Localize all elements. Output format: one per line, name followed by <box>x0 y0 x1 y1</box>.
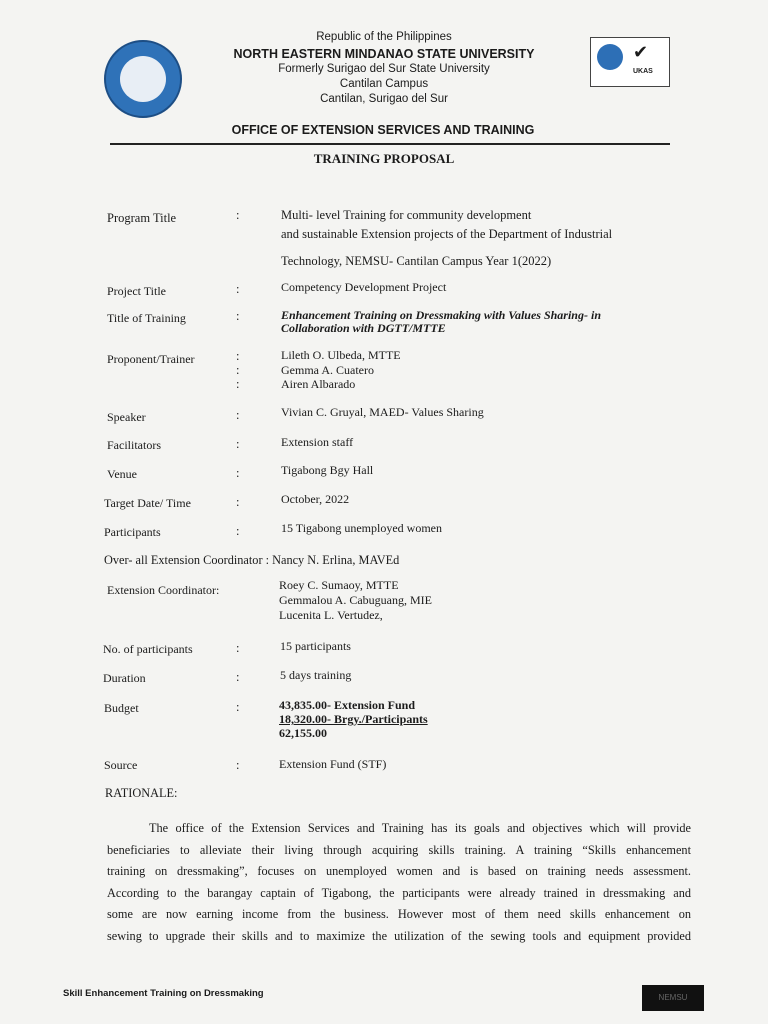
source-value: Extension Fund (STF) <box>279 757 387 771</box>
footer-text: Skill Enhancement Training on Dressmaking <box>63 988 264 999</box>
budget-total: 62,155.00 <box>279 726 327 740</box>
venue-label: Venue <box>107 467 137 481</box>
facilitators-value: Extension staff <box>281 435 354 449</box>
colon: : <box>236 349 240 363</box>
facilitators-label: Facilitators <box>107 438 161 452</box>
header-divider <box>110 143 670 145</box>
program-title-line-2: and sustainable Extension projects of the Department of Industrial <box>281 227 613 241</box>
campus-address: Cantilan, Surigao del Sur <box>320 93 448 105</box>
ukas-crown-check-icon: ✔ <box>633 42 649 63</box>
participants-label: Participants <box>104 525 161 539</box>
colon: : <box>236 408 240 422</box>
colon: : <box>236 700 240 714</box>
campus-name: Cantilan Campus <box>339 78 429 90</box>
no-participants-value: 15 participants <box>280 639 351 653</box>
budget-label: Budget <box>104 701 139 715</box>
duration-value: 5 days training <box>280 668 352 682</box>
extension-coordinator-3: Lucenita L. Vertudez, <box>279 608 383 622</box>
republic-line: Republic of the Philippines <box>316 31 452 43</box>
speaker-value: Vivian C. Gruyal, MAED- Values Sharing <box>281 405 484 419</box>
colon: : <box>236 641 240 655</box>
colon: : <box>236 363 240 377</box>
colon: : <box>236 309 240 323</box>
colon: : <box>236 377 240 391</box>
rationale-line-2: beneficiaries to alleviate their living through acquiring skills training. A training “Skills enhancement <box>107 842 691 857</box>
extension-coordinator-label: Extension Coordinator: <box>107 583 220 597</box>
training-title-label: Title of Training <box>107 311 186 325</box>
target-date-value: October, 2022 <box>281 492 350 506</box>
rationale-line-5: some are now earning income from the business. However most of them need skills enhancement on <box>107 907 691 921</box>
proponent-1: Lileth O. Ulbeda, MTTE <box>281 348 401 362</box>
former-name: Formerly Surigao del Sur State University <box>278 63 490 75</box>
program-title-line-3: Technology, NEMSU- Cantilan Campus Year 1(2022) <box>281 254 552 268</box>
extension-coordinator-1: Roey C. Sumaoy, MTTE <box>279 578 399 592</box>
proponent-3: Airen Albarado <box>281 377 356 391</box>
budget-line-2: 18,320.00- Brgy./Participants <box>279 712 428 726</box>
ukas-text: UKAS <box>633 68 653 75</box>
proponent-2: Gemma A. Cuatero <box>281 363 374 377</box>
participants-value: 15 Tigabong unemployed women <box>281 521 442 535</box>
no-participants-label: No. of participants <box>103 642 193 656</box>
footer-stamp-box: NEMSU <box>642 985 704 1011</box>
colon: : <box>236 208 240 222</box>
colon: : <box>236 758 240 772</box>
colon: : <box>236 437 240 451</box>
colon: : <box>236 466 240 480</box>
university-name: NORTH EASTERN MINDANAO STATE UNIVERSITY <box>233 47 535 61</box>
rationale-line-6: sewing to upgrade their skills and to maximize the utilization of the sewing tools and equipment provided <box>107 928 691 943</box>
document-title: TRAINING PROPOSAL <box>313 151 455 166</box>
colon: : <box>236 670 240 684</box>
colon: : <box>236 282 240 296</box>
venue-value: Tigabong Bgy Hall <box>281 463 374 477</box>
rationale-line-3: training on dressmaking”, focuses on unemployed women and is based on training needs assessment. <box>107 864 691 878</box>
overall-coordinator: Over- all Extension Coordinator : Nancy N. Erlina, MAVEd <box>104 553 400 567</box>
source-label: Source <box>104 758 138 772</box>
colon: : <box>236 495 240 509</box>
training-title-line-1: Enhancement Training on Dressmaking with Values Sharing- in <box>281 308 601 322</box>
rationale-paragraph <box>107 818 691 947</box>
program-title-label: Program Title <box>107 211 177 225</box>
rationale-line-4: According to the barangay captain of Tigabong, the participants were already trained in dressmaking and <box>107 885 691 900</box>
colon: : <box>236 524 240 538</box>
extension-coordinator-2: Gemmalou A. Cabuguang, MIE <box>279 593 432 607</box>
speaker-label: Speaker <box>107 410 146 424</box>
target-date-label: Target Date/ Time <box>104 496 191 510</box>
project-title-value: Competency Development Project <box>281 280 447 294</box>
training-title-line-2: Collaboration with DGTT/MTTE <box>281 321 446 335</box>
budget-line-1: 43,835.00- Extension Fund <box>279 698 416 712</box>
proponent-label: Proponent/Trainer <box>107 352 195 366</box>
duration-label: Duration <box>103 671 146 685</box>
office-title: OFFICE OF EXTENSION SERVICES AND TRAINING <box>231 123 535 137</box>
program-title-line-1: Multi- level Training for community development <box>281 208 532 222</box>
rationale-line-1: The office of the Extension Services and Training has its goals and objectives which will provide <box>149 821 691 835</box>
project-title-label: Project Title <box>107 284 167 298</box>
rationale-heading: RATIONALE: <box>105 786 178 800</box>
